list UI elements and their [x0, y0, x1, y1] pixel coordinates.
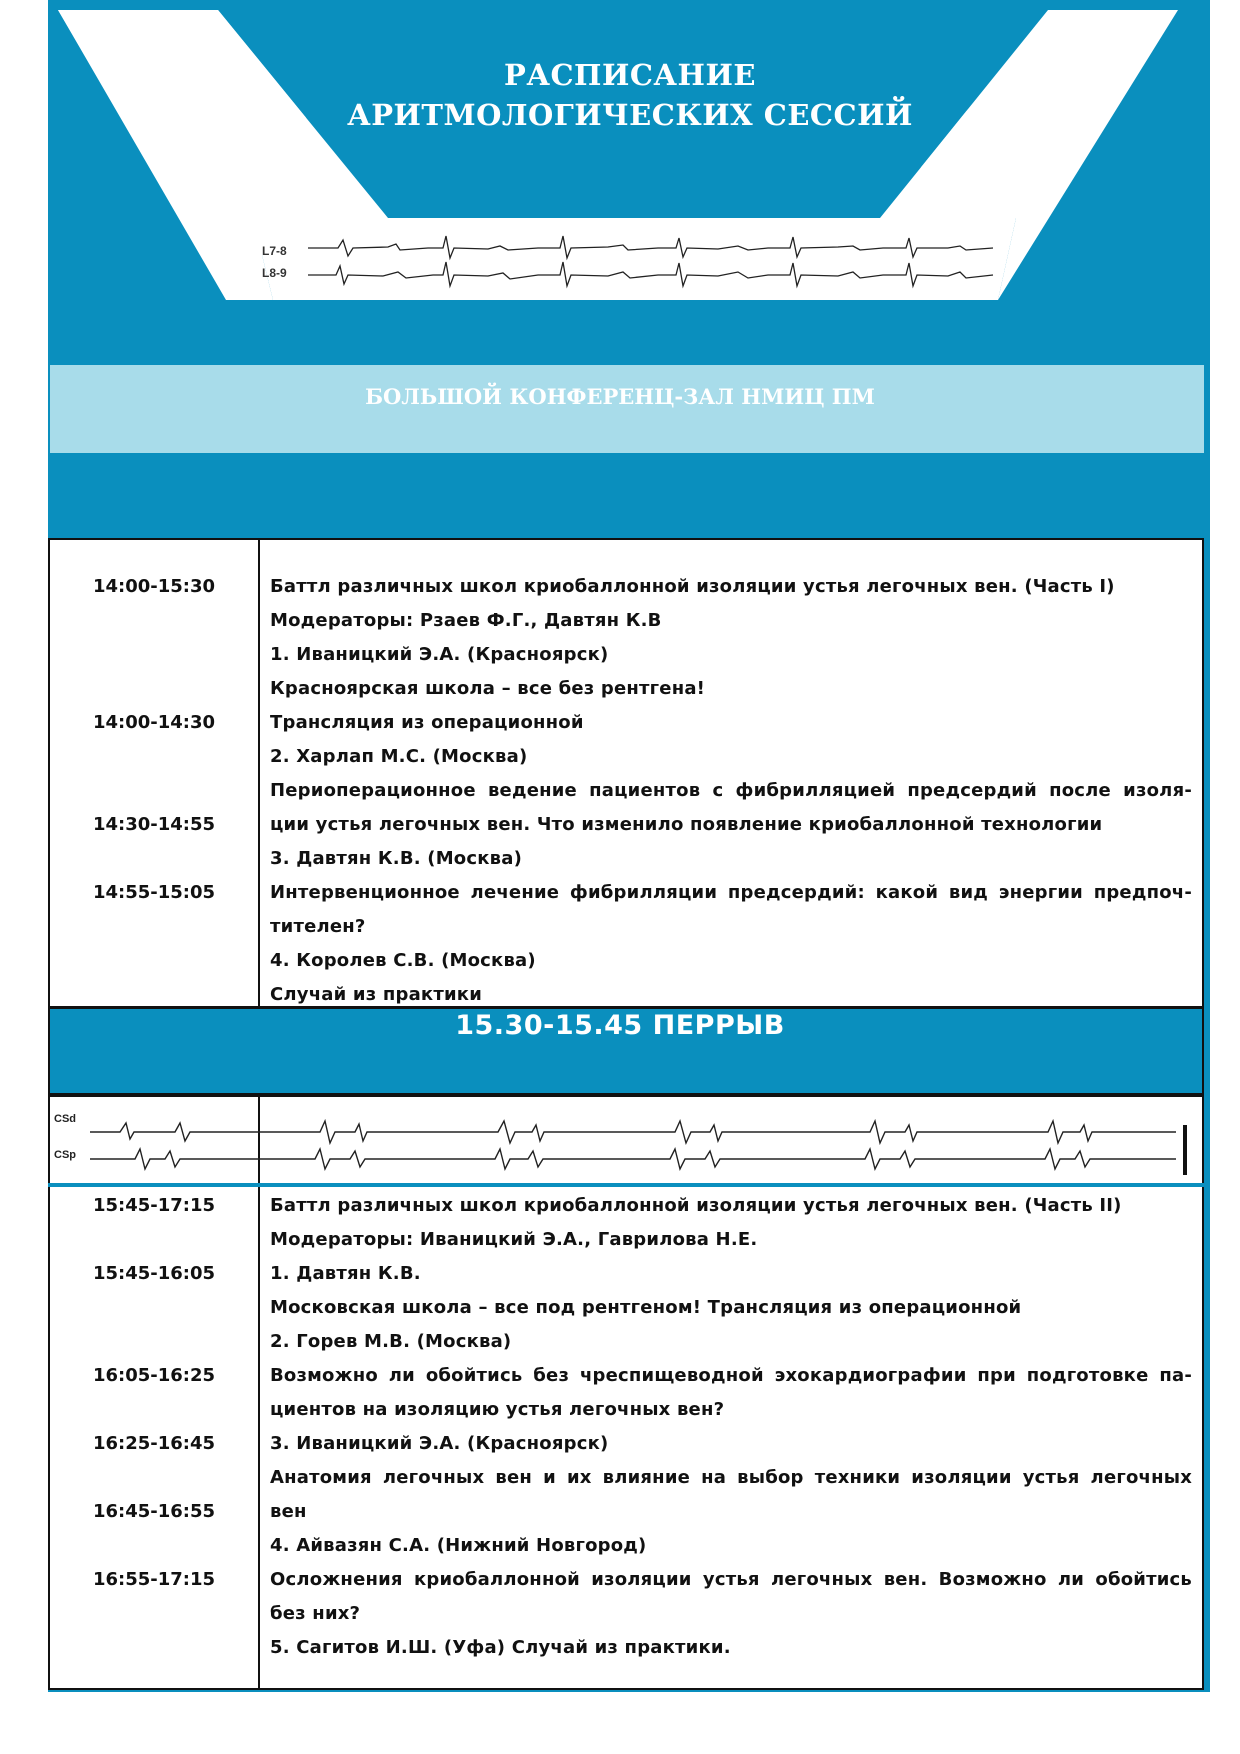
break-label: 15.30-15.45 ПЕРРЫВ [455, 1010, 785, 1041]
time-cell: 14:00-15:30 [92, 576, 216, 597]
ecg-lead-labels [262, 240, 287, 284]
cs-ecg-strip [48, 1095, 1204, 1185]
time-cell: 16:45-16:55 [92, 1501, 216, 1522]
schedule-row [50, 1495, 1202, 1529]
title-line-1: РАСПИСАНИЕ [504, 58, 756, 92]
schedule-row [50, 672, 1202, 706]
time-cell: 14:55-15:05 [92, 882, 216, 903]
schedule-row [50, 876, 1202, 910]
time-cell: 16:55-17:15 [92, 1569, 216, 1590]
program-text: 5. Сагитов И.Ш. (Уфа) Случай из практики. [270, 1637, 731, 1658]
ecg-panel [253, 218, 1016, 300]
cs-distal-label: CSd [54, 1113, 76, 1125]
schedule-row [50, 808, 1202, 842]
program-text: ции устья легочных вен. Что изменило появление криобаллонной технологии [270, 814, 1103, 835]
schedule-row [50, 1597, 1202, 1631]
cs-proximal-trace [90, 1149, 1176, 1169]
program-text: Осложнения криобаллонной изоляции устья легочных вен. Возможно ли обойтись [270, 1569, 1192, 1590]
program-text: Интервенционное лечение фибрилляции предсердий: какой вид энергии предпоч- [270, 882, 1192, 903]
time-cell: 14:30-14:55 [92, 814, 216, 835]
program-text: Модераторы: Рзаев Ф.Г., Давтян К.В [270, 610, 662, 631]
schedule-row [50, 1257, 1202, 1291]
schedule-row [50, 1631, 1202, 1665]
program-text: 1. Давтян К.В. [270, 1263, 421, 1284]
program-text: Периоперационное ведение пациентов с фибрилляцией предсердий после изоля- [270, 780, 1192, 801]
cs-distal-trace [90, 1121, 1176, 1143]
ecg-lead-label-2: L8-9 [262, 266, 287, 280]
program-text: 3. Иваницкий Э.А. (Красноярск) [270, 1433, 609, 1454]
session-1-table [48, 538, 1204, 1008]
program-text: циентов на изоляцию устья легочных вен? [270, 1399, 725, 1420]
program-text: 2. Горев М.В. (Москва) [270, 1331, 512, 1352]
schedule-row [50, 1393, 1202, 1427]
time-cell: 16:05-16:25 [92, 1365, 216, 1386]
time-cell: 15:45-16:05 [92, 1263, 216, 1284]
cs-ecg-traces [50, 1097, 1206, 1187]
cs-proximal-label: CSp [54, 1149, 76, 1161]
program-text: Трансляция из операционной [270, 712, 584, 733]
schedule-row [50, 1325, 1202, 1359]
program-text: Красноярская школа – все без рентгена! [270, 678, 706, 699]
ecg-lead-label-1: L7-8 [262, 244, 287, 258]
schedule-row [50, 740, 1202, 774]
schedule-row [50, 706, 1202, 740]
program-text: Баттл различных школ криобаллонной изоляции устья легочных вен. (Часть II) [270, 1195, 1122, 1216]
program-text: Баттл различных школ криобаллонной изоляции устья легочных вен. (Часть I) [270, 576, 1115, 597]
schedule-row [50, 910, 1202, 944]
program-text: Московская школа – все под рентгеном! Трансляция из операционной [270, 1297, 1022, 1318]
venue-title: БОЛЬШОЙ КОНФЕРЕНЦ-ЗАЛ НМИЦ ПМ [365, 384, 875, 409]
program-text: Модераторы: Иваницкий Э.А., Гаврилова Н.Е. [270, 1229, 758, 1250]
schedule-row [50, 1563, 1202, 1597]
schedule-row [50, 944, 1202, 978]
schedule-row [50, 1461, 1202, 1495]
program-text: без них? [270, 1603, 361, 1624]
program-text: 1. Иваницкий Э.А. (Красноярск) [270, 644, 609, 665]
schedule-row [50, 1223, 1202, 1257]
schedule-row [50, 604, 1202, 638]
program-text: вен [270, 1501, 307, 1522]
time-cell: 14:00-14:30 [92, 712, 216, 733]
time-cell: 15:45-17:15 [92, 1195, 216, 1216]
schedule-row [50, 638, 1202, 672]
program-text: 2. Харлап М.С. (Москва) [270, 746, 528, 767]
schedule-row [50, 1291, 1202, 1325]
schedule-row [50, 842, 1202, 876]
program-text: Анатомия легочных вен и их влияние на выбор техники изоляции устья легочных [270, 1467, 1192, 1488]
program-text: тителен? [270, 916, 366, 937]
time-cell: 16:25-16:45 [92, 1433, 216, 1454]
session-2-table [48, 1187, 1204, 1690]
schedule-row [50, 1529, 1202, 1563]
title-line-2: АРИТМОЛОГИЧЕСКИХ СЕССИЙ [347, 98, 913, 132]
program-text: 4. Королев С.В. (Москва) [270, 950, 536, 971]
page-title [300, 55, 960, 135]
program-text: Возможно ли обойтись без чреспищеводной эхокардиографии при подготовке па- [270, 1365, 1192, 1386]
schedule-row [50, 774, 1202, 808]
schedule-row [50, 1189, 1202, 1223]
program-text: Случай из практики [270, 984, 483, 1005]
program-text: 4. Айвазян С.А. (Нижний Новгород) [270, 1535, 647, 1556]
schedule-row [50, 1359, 1202, 1393]
program-text: 3. Давтян К.В. (Москва) [270, 848, 523, 869]
schedule-row [50, 1427, 1202, 1461]
venue-band [50, 365, 1204, 453]
schedule-row [50, 570, 1202, 604]
